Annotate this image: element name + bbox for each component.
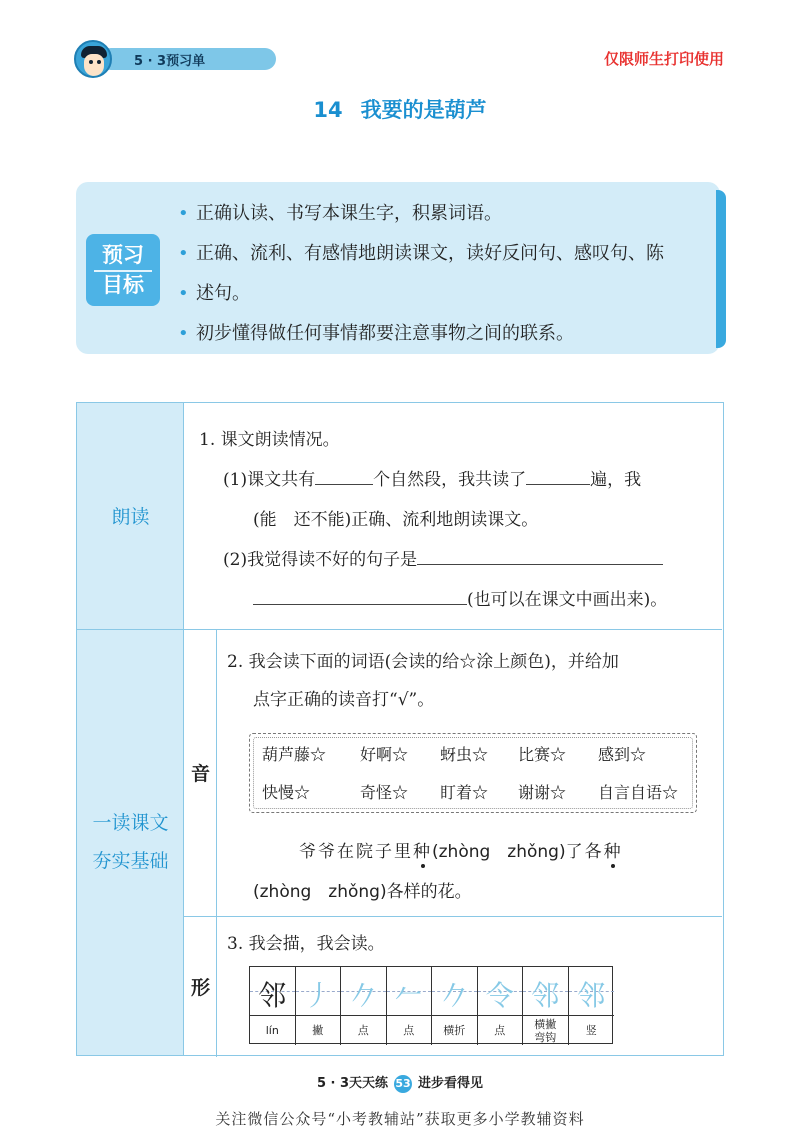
sub-label-sound: 音 — [190, 763, 210, 785]
badge-pill — [100, 48, 276, 70]
trace-stroke[interactable]: 𠂊 — [440, 979, 469, 1012]
stroke-order-grid — [249, 966, 613, 1044]
footer-right: 进步看得见 — [418, 1076, 484, 1091]
section-label-read: 朗读 — [111, 506, 150, 528]
word-item[interactable]: 蚜虫☆ — [440, 745, 489, 764]
q3-title: 3. 我会描，我会读。 — [227, 934, 385, 954]
page-number: 53 — [394, 1075, 412, 1093]
goal-item-continued: • 述句。 — [178, 274, 708, 314]
footer-left: 5 · 3天天练 — [316, 1076, 389, 1091]
word-item[interactable]: 葫芦藤☆ — [262, 745, 327, 764]
print-restriction-notice: 仅限师生打印使用 — [603, 50, 724, 68]
pinyin-choice[interactable]: (zhòng zhǒng) — [253, 882, 387, 902]
q1-part2-line2: (也可以在课文中画出来)。 — [253, 585, 667, 610]
pinyin-choice[interactable]: (zhòng zhǒng) — [432, 842, 566, 862]
stroke-name: 竖 — [569, 1015, 615, 1045]
wechat-notice: 关注微信公众号“小考教辅站”获取更多小学教辅资料 — [215, 1110, 585, 1128]
difficult-sentence-blank[interactable] — [417, 547, 663, 565]
goals-list — [178, 194, 708, 354]
word-item[interactable]: 奇怪☆ — [360, 783, 409, 802]
word-item[interactable]: 比赛☆ — [518, 745, 567, 764]
q1-part2-line: (2)我觉得读不好的句子是 — [223, 545, 663, 570]
trace-stroke[interactable]: 令 — [485, 979, 514, 1012]
sub-column-divider — [216, 629, 217, 1057]
badge-text: 5 · 3预习单 — [134, 54, 206, 69]
q2-title: 2. 我会读下面的词语(会读的给☆涂上颜色)，并给加 — [227, 652, 619, 672]
preview-goals-box — [76, 182, 720, 354]
stroke-name: 点 — [341, 1015, 387, 1045]
read-times-blank[interactable] — [526, 467, 590, 485]
word-item[interactable]: 谢谢☆ — [518, 783, 567, 802]
sub-row-divider — [184, 916, 722, 917]
dotted-char: 种 — [413, 842, 432, 862]
goal-item: • 正确、流利、有感情地朗读课文，读好反问句、感叹句、陈 — [178, 234, 708, 274]
trace-stroke[interactable]: 丿 — [303, 979, 332, 1012]
paragraph-count-blank[interactable] — [315, 467, 373, 485]
stroke-name: 横折 — [432, 1015, 478, 1045]
stroke-name: 撇 — [296, 1015, 342, 1045]
q1-part1-line: (1)课文共有 个自然段，我共读了 遍，我 — [223, 465, 641, 490]
word-box — [249, 733, 697, 813]
sub-label-shape: 形 — [190, 977, 210, 999]
goals-tag-line2: 目标 — [102, 273, 144, 297]
section-label-basics-2: 夯实基础 — [92, 850, 169, 872]
stroke-name: 横撇弯钩 — [523, 1015, 569, 1045]
trace-stroke[interactable]: 邻 — [531, 979, 560, 1012]
exercise-table — [76, 402, 724, 1056]
trace-stroke[interactable]: 𠂉 — [394, 979, 423, 1012]
mascot-avatar-icon — [74, 40, 112, 78]
stroke-name: 点 — [387, 1015, 433, 1045]
goal-item: • 初步懂得做任何事情都要注意事物之间的联系。 — [178, 314, 708, 354]
lesson-number: 14 — [313, 98, 343, 122]
word-item[interactable]: 感到☆ — [598, 745, 647, 764]
word-item[interactable]: 盯着☆ — [440, 783, 489, 802]
trace-stroke[interactable]: 邻 — [577, 979, 606, 1012]
section-divider — [77, 629, 722, 630]
dotted-char: 种 — [603, 842, 623, 862]
word-item[interactable]: 快慢☆ — [262, 783, 311, 802]
q2-title-line2: 点字正确的读音打“√”。 — [253, 690, 435, 710]
word-item[interactable]: 自言自语☆ — [598, 783, 679, 802]
word-item[interactable]: 好啊☆ — [360, 745, 409, 764]
lesson-title — [0, 94, 800, 124]
q2-sentence-line1: 爷爷在院子里种(zhòng zhǒng)了各种 — [299, 842, 623, 862]
difficult-sentence-blank-2[interactable] — [253, 587, 467, 605]
q1-part1-line2: (能 还不能)正确、流利地朗读课文。 — [253, 510, 539, 530]
page-footer — [0, 1072, 800, 1093]
goals-tag-line1: 预习 — [102, 243, 144, 267]
model-char: 邻 — [258, 979, 287, 1012]
goals-box-edge — [716, 190, 726, 348]
goal-item: • 正确认读、书写本课生字，积累词语。 — [178, 194, 708, 234]
section-label-basics-1: 一读课文 — [92, 812, 169, 834]
stroke-name: 点 — [478, 1015, 524, 1045]
goals-tag — [86, 234, 160, 306]
pinyin-label: lín — [250, 1015, 296, 1045]
q1-title: 1. 课文朗读情况。 — [199, 430, 340, 450]
trace-stroke[interactable]: 𠂊 — [349, 979, 378, 1012]
lesson-name: 我要的是葫芦 — [360, 98, 487, 122]
q2-sentence-line2: (zhòng zhǒng)各样的花。 — [253, 882, 472, 902]
